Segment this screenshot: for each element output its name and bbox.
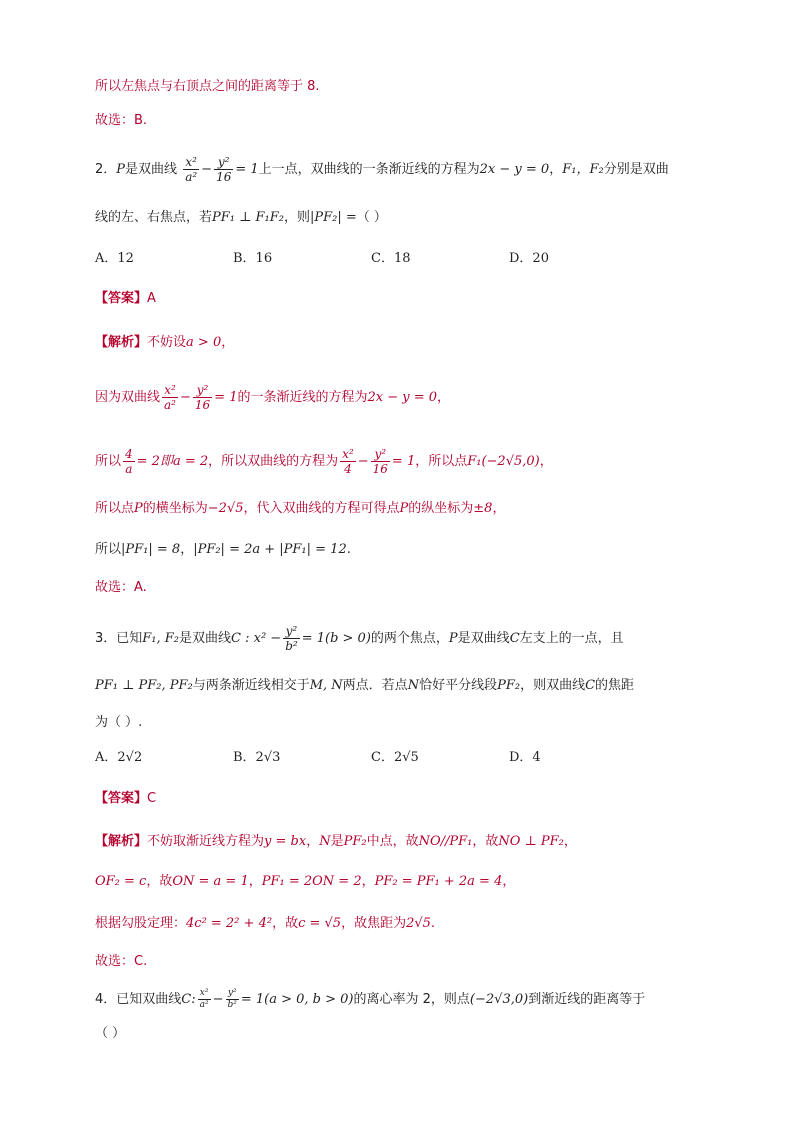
text: 所以 [95,454,122,469]
text: ， [221,335,235,350]
math: NO//PF₁ [418,834,473,849]
text: 线的左、右焦点，若 [95,210,213,225]
text: ， [549,162,563,177]
math: OF₂ = c [95,874,147,889]
math: ON = a = 1 [172,874,249,889]
math: M, N [309,678,343,693]
fraction [340,447,356,476]
fraction [198,988,211,1011]
text: . [346,542,351,557]
math: |PF₂| = 2a + |PF₁| = 12 [193,542,347,557]
math: PF₂ [343,834,367,849]
text: ，则 [283,210,310,225]
question-3-stem [95,624,624,653]
numerator: y² [226,988,239,1000]
denominator: a² [199,1000,209,1010]
text: 的离心率为 2，则点 [353,992,470,1007]
math: = 2即 [136,454,173,469]
text: 不妨取渐近线方程为 [147,834,265,849]
analysis-line [95,447,553,476]
math: PF₁ = 2ON = 2 [261,874,362,889]
fraction [371,447,390,476]
question-number: 4．已知双曲线 [95,992,182,1007]
math: − [357,454,369,469]
text: ， [563,834,577,849]
math: C: [181,992,196,1007]
math: P [448,631,458,646]
math: NO ⊥ PF₂ [498,834,564,849]
text-line [95,952,147,972]
question-3-stem-2 [95,676,634,696]
option-b: B．16 [233,251,273,266]
option-c: C．18 [371,251,411,266]
question-4-stem [95,988,645,1011]
math: − [201,162,213,177]
math: P [134,501,143,516]
text: 的一条渐近线的方程为 [237,390,368,405]
fraction [193,383,212,412]
text: 所以点 [95,501,135,516]
numerator: y² [214,155,233,170]
question-2-stem-2 [95,208,387,228]
fraction [123,447,135,476]
option-d: D．4 [509,750,541,765]
text: 的两个焦点， [370,631,449,646]
math: −2√5 [207,501,244,516]
analysis-line [95,540,351,560]
text: 根据勾股定理： [95,916,187,931]
numerator: x² [162,383,178,398]
answer-value: C [147,791,157,806]
math: y = bx [264,834,307,849]
math: P [116,162,126,177]
option-c: C．2√5 [371,750,419,765]
fraction [162,383,178,412]
text: 故选：A. [95,580,147,595]
numerator: x² [183,155,199,170]
math: = 1(b > 0) [301,631,371,646]
math: |PF₂| = [309,210,357,225]
math: c = √5 [298,916,342,931]
math: = 1(a > 0, b > 0) [240,992,354,1007]
text: （ ） [95,1026,126,1041]
math: F₁，F₂ [562,162,604,177]
text: 所以 [95,542,122,557]
math: C : x² − [231,631,282,646]
denominator: 16 [372,462,388,476]
math: C [585,678,596,693]
text: ，所以点 [415,454,468,469]
text: 中点，故 [366,834,419,849]
math: PF₂ [497,678,521,693]
math: PF₂ = PF₁ + 2a = 4 [374,874,503,889]
text: ， [539,454,553,469]
text: ，故焦距为 [341,916,407,931]
option-a: A．2√2 [95,750,143,765]
text: ， [248,874,262,889]
text: （ ） [356,210,387,225]
math: (−2√3,0) [469,992,529,1007]
fraction [214,155,233,184]
text: ，则双曲线 [520,678,586,693]
text: 为（ ）. [95,715,143,730]
denominator: 4 [344,462,352,476]
text: ， [502,874,516,889]
math: PF₁ ⊥ PF₂, PF₂ [95,678,193,693]
math: − [212,992,224,1007]
text: 是 [330,834,344,849]
text: ，故 [146,874,173,889]
text: 因为双曲线 [95,390,161,405]
fraction [226,988,239,1011]
answer-tag: 【答案】 [95,791,148,806]
numerator: x² [198,988,211,1000]
math: F₁(−2√5,0) [467,454,540,469]
question-number: 3．已知 [95,631,143,646]
text: . [430,916,436,931]
text: 分别是双曲 [603,162,669,177]
text: 所以左焦点与右顶点之间的距离等于 8. [95,79,320,94]
question-2-stem [95,155,669,184]
math: 4c² = 2² + 4² [186,916,273,931]
text: ，故 [272,916,299,931]
text: ， [361,874,375,889]
text-line [95,578,147,598]
answer-line [95,789,156,809]
option-d: D．20 [509,251,549,266]
numerator: 4 [125,447,133,461]
analysis-tag: 【解析】 [95,335,148,350]
text: ， [180,542,194,557]
numerator: y² [371,447,390,462]
numerator: y² [193,383,212,398]
math: = 1 [391,454,416,469]
fraction [283,624,300,653]
text: ， [437,390,451,405]
question-3-stem-3 [95,713,142,733]
math: C [509,631,520,646]
denominator: b² [285,639,298,653]
answer-line [95,289,156,309]
denominator: b² [227,1000,237,1010]
text-line [95,111,147,131]
denominator: 16 [216,170,232,184]
text: 不妨设 [147,335,187,350]
analysis-line [95,383,450,412]
text: 到渐近线的距离等于 [528,992,646,1007]
denominator: a² [185,170,198,184]
text: ， [492,501,506,516]
math: P [399,501,409,516]
text: 两点．若点 [342,678,408,693]
text: ，代入双曲线的方程可得点 [243,501,400,516]
answer-tag: 【答案】 [95,291,148,306]
analysis-line [95,914,435,934]
text: 故选：B. [95,113,148,128]
math: − [179,390,191,405]
question-4-stem-2 [95,1024,125,1044]
option-b: B．2√3 [233,750,281,765]
math: a > 0 [186,335,222,350]
math: = 1 [214,390,238,405]
fraction [183,155,199,184]
analysis-line [95,499,505,519]
analysis-tag: 【解析】 [95,834,148,849]
analysis-line [95,872,515,892]
math: 2x − y = 0 [367,390,438,405]
text: ，故 [472,834,499,849]
analysis-line [95,832,577,852]
math: N [407,678,420,693]
math: = 1 [235,162,259,177]
text: 恰好平分线段 [419,678,498,693]
text: 与两条渐近线相交于 [192,678,310,693]
denominator: 16 [194,398,211,412]
text: 故选：C. [95,954,148,969]
math: a = 2 [172,454,209,469]
math: N [319,834,331,849]
math: |PF₁| = 8 [121,542,181,557]
answer-value: A [147,291,156,306]
text: 左支上的一点，且 [519,631,624,646]
denominator: a [125,462,133,476]
math: PF₁ ⊥ F₁F₂ [212,210,284,225]
text: 的横坐标为 [142,501,208,516]
text: ，所以双曲线的方程为 [208,454,339,469]
math: ±8 [473,501,493,516]
text-line [95,77,320,97]
text: 上一点，双曲线的一条渐近线的方程为 [258,162,480,177]
math: 2x − y = 0 [479,162,550,177]
denominator: a² [164,398,176,412]
question-number: 2． [95,162,117,177]
math: F₁, F₂ [142,631,180,646]
text: 是双曲线 [457,631,510,646]
analysis-line [95,333,234,353]
option-a: A．12 [95,251,134,266]
text: 是双曲线 [125,162,178,177]
text: ， [306,834,320,849]
numerator: x² [342,447,354,461]
numerator: y² [283,624,300,639]
text: 的焦距 [595,678,635,693]
text: 是双曲线 [179,631,232,646]
text: 的纵坐标为 [408,501,474,516]
math: 2√5 [406,916,431,931]
